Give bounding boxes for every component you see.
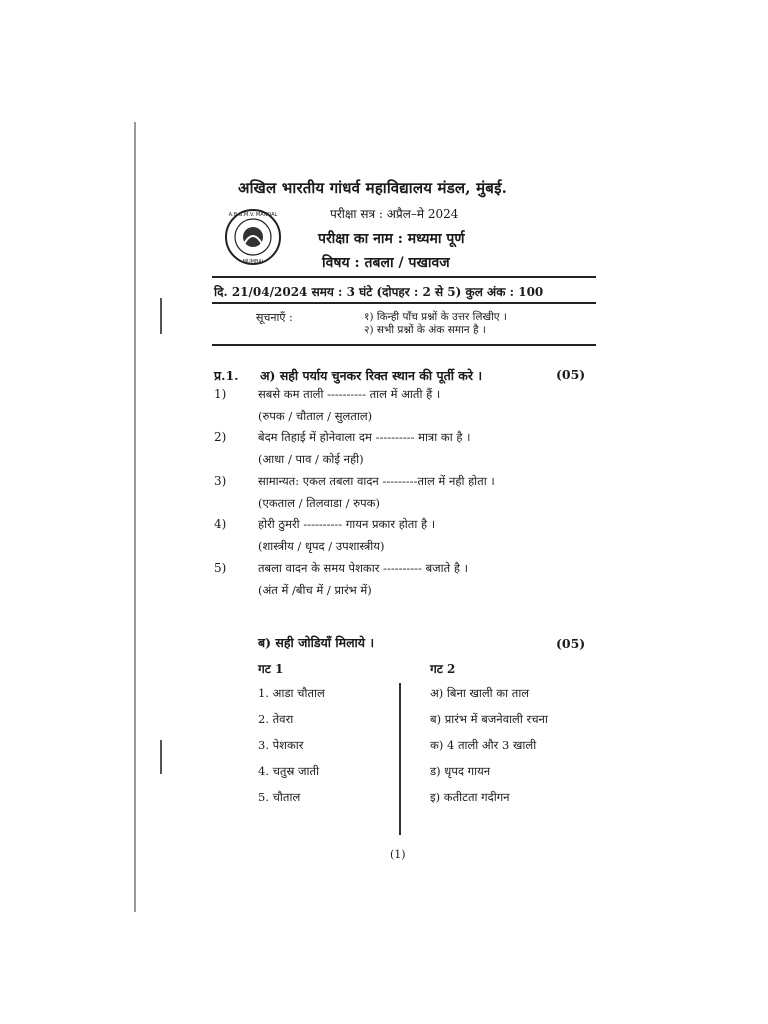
exam-subject: विषय : तबला / पखावज [322, 255, 450, 271]
divider [212, 344, 596, 346]
match-left-item: 2. तेवरा [258, 712, 294, 726]
part-b-heading: ब) सही जोडियाँ मिलाये । [258, 635, 375, 650]
match-left-item: 1. आडा चौताल [258, 686, 325, 700]
notice-label: सूचनाएँ : [256, 311, 293, 324]
exam-meta-line: दि. 21/04/2024 समय : 3 घंटे (दोपहर : 2 से 5) कुल अंक : 100 [214, 285, 544, 299]
column-divider [399, 683, 401, 835]
match-right-item: अ) बिना खाली का ताल [430, 686, 530, 700]
fill-blank-question: सबसे कम ताली ---------- ताल में आती हैं । [258, 387, 441, 401]
divider [212, 302, 596, 304]
answer-options: (रुपक / चौताल / सुलताल) [258, 409, 373, 423]
item-number: 4) [214, 517, 227, 531]
fill-blank-question: सामान्यत: एकल तबला वादन ---------ताल में नही होता । [258, 474, 495, 488]
divider [212, 276, 596, 278]
notice-item: १) किन्ही पाँच प्रश्नों के उत्तर लिखीए । [364, 311, 507, 323]
part-a-marks: (05) [556, 367, 586, 382]
fill-blank-question: बेदम तिहाई में होनेवाला दम ---------- मात्रा का है । [258, 430, 471, 444]
scan-mark [160, 740, 162, 774]
part-b-marks: (05) [556, 636, 586, 651]
column-2-heading: गट 2 [430, 662, 456, 676]
exam-session: परीक्षा सत्र : अप्रैल–मे 2024 [330, 207, 459, 221]
item-number: 2) [214, 430, 227, 444]
match-right-item: इ) कतीटता गदीगन [430, 790, 510, 804]
column-1-heading: गट 1 [258, 662, 284, 676]
item-number: 3) [214, 474, 227, 488]
answer-options: (अंत में /बीच में / प्रारंभ में) [258, 583, 372, 597]
institution-seal-icon [224, 208, 282, 266]
match-left-item: 3. पेशकार [258, 738, 304, 752]
match-right-item: ड) धृपद गायन [430, 764, 491, 778]
match-right-item: ब) प्रारंभ में बजनेवाली रचना [430, 712, 548, 726]
match-right-item: क) 4 ताली और 3 खाली [430, 738, 537, 752]
scan-mark [160, 298, 162, 334]
institution-title: अखिल भारतीय गांधर्व महाविद्यालय मंडल, मुंबई. [238, 179, 508, 197]
answer-options: (शास्त्रीय / धृपद / उपशास्त्रीय) [258, 539, 385, 553]
svg-text:MUMBAI: MUMBAI [242, 259, 264, 265]
answer-options: (आधा / पाव / कोई नही) [258, 452, 364, 466]
match-left-item: 5. चौताल [258, 790, 301, 804]
scan-edge-line [134, 122, 136, 912]
item-number: 5) [214, 561, 227, 575]
svg-text:A.B.G.M.V. MANDAL: A.B.G.M.V. MANDAL [228, 212, 278, 218]
notice-item: २) सभी प्रश्नों के अंक समान है । [364, 324, 486, 336]
fill-blank-question: तबला वादन के समय पेशकार ---------- बजाते है । [258, 561, 468, 575]
part-a-heading: अ) सही पर्याय चुनकर रिक्त स्थान की पूर्ती करे । [260, 368, 483, 383]
answer-options: (एकताल / तिलवाडा / रुपक) [258, 496, 380, 510]
item-number: 1) [214, 387, 227, 401]
page-number: (1) [390, 848, 406, 861]
question-number: प्र.1. [214, 368, 239, 383]
match-left-item: 4. चतुस्र जाती [258, 764, 320, 778]
fill-blank-question: होरी ठुमरी ---------- गायन प्रकार होता है । [258, 517, 436, 531]
exam-name: परीक्षा का नाम : मध्यमा पूर्ण [318, 231, 465, 247]
